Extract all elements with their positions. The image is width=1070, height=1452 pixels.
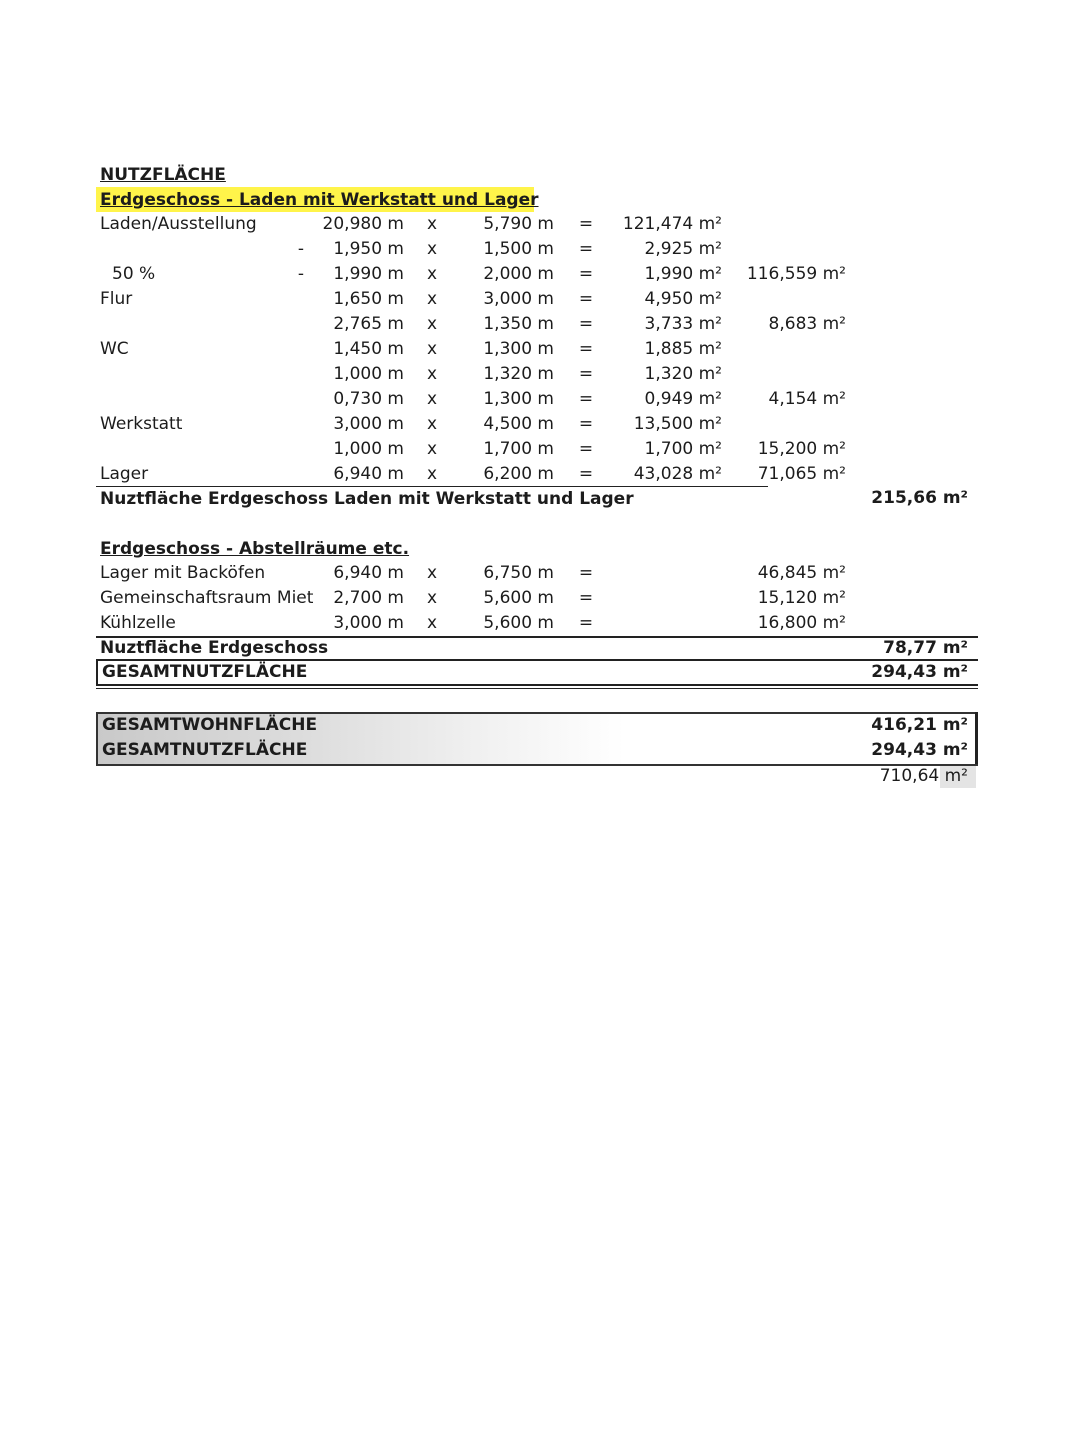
row-width: 6,200 m xyxy=(483,464,554,484)
equals-symbol: = xyxy=(578,289,594,309)
times-symbol: x xyxy=(426,364,438,384)
row-width: 1,350 m xyxy=(483,314,554,334)
row-area: 1,885 m² xyxy=(644,339,722,359)
row-width: 2,000 m xyxy=(483,264,554,284)
row-width: 5,600 m xyxy=(483,613,554,633)
row-length: 2,765 m xyxy=(333,314,404,334)
row-label: Lager xyxy=(100,464,149,484)
row-width: 1,320 m xyxy=(483,364,554,384)
divider xyxy=(96,688,978,689)
row-length: 1,000 m xyxy=(333,439,404,459)
row-length: 2,700 m xyxy=(333,588,404,608)
row-width: 1,300 m xyxy=(483,339,554,359)
times-symbol: x xyxy=(426,389,438,409)
equals-symbol: = xyxy=(578,314,594,334)
row-length: 0,730 m xyxy=(333,389,404,409)
times-symbol: x xyxy=(426,314,438,334)
times-symbol: x xyxy=(426,239,438,259)
equals-symbol: = xyxy=(578,339,594,359)
row-area: 121,474 m² xyxy=(622,214,722,234)
row-subtotal: 15,120 m² xyxy=(757,588,846,608)
row-subtotal: 8,683 m² xyxy=(768,314,846,334)
divider xyxy=(96,684,978,686)
row-sign: - xyxy=(297,264,305,284)
equals-symbol: = xyxy=(578,264,594,284)
times-symbol: x xyxy=(426,414,438,434)
row-width: 1,500 m xyxy=(483,239,554,259)
row-length: 1,950 m xyxy=(333,239,404,259)
divider xyxy=(975,712,978,764)
divider xyxy=(96,659,98,685)
section1-total-label: Nuztfläche Erdgeschoss Laden mit Werkstatt und Lager xyxy=(100,489,634,509)
row-length: 6,940 m xyxy=(333,563,404,583)
row-subtotal: 16,800 m² xyxy=(757,613,846,633)
section2-total-value: 78,77 m² xyxy=(883,638,968,658)
times-symbol: x xyxy=(426,339,438,359)
times-symbol: x xyxy=(426,289,438,309)
row-length: 3,000 m xyxy=(333,613,404,633)
row-subtotal: 15,200 m² xyxy=(757,439,846,459)
row-area: 1,990 m² xyxy=(644,264,722,284)
row-subtotal: 116,559 m² xyxy=(746,264,846,284)
row-label: Kühlzelle xyxy=(100,613,176,633)
row-label: Laden/Ausstellung xyxy=(100,214,257,234)
row-area: 2,925 m² xyxy=(644,239,722,259)
row-width: 3,000 m xyxy=(483,289,554,309)
row-area: 13,500 m² xyxy=(633,414,722,434)
equals-symbol: = xyxy=(578,464,594,484)
equals-symbol: = xyxy=(578,239,594,259)
times-symbol: x xyxy=(426,563,438,583)
equals-symbol: = xyxy=(578,563,594,583)
times-symbol: x xyxy=(426,464,438,484)
row-length: 1,450 m xyxy=(333,339,404,359)
row-length: 1,650 m xyxy=(333,289,404,309)
times-symbol: x xyxy=(426,214,438,234)
section2-heading: Erdgeschoss - Abstellräume etc. xyxy=(100,539,410,559)
equals-symbol: = xyxy=(578,389,594,409)
row-length: 3,000 m xyxy=(333,414,404,434)
row-length: 1,990 m xyxy=(333,264,404,284)
row-label: WC xyxy=(100,339,129,359)
summary-nutz-label: GESAMTNUTZFLÄCHE xyxy=(102,740,308,760)
equals-symbol: = xyxy=(578,439,594,459)
row-area: 1,700 m² xyxy=(644,439,722,459)
row-label: Gemeinschaftsraum Miet xyxy=(100,588,314,608)
equals-symbol: = xyxy=(578,588,594,608)
row-width: 5,600 m xyxy=(483,588,554,608)
row-area: 0,949 m² xyxy=(644,389,722,409)
row-subtotal: 4,154 m² xyxy=(768,389,846,409)
row-subtotal: 46,845 m² xyxy=(757,563,846,583)
summary-sum-value: 710,64 m² xyxy=(879,766,968,786)
equals-symbol: = xyxy=(578,364,594,384)
row-label: Lager mit Backöfen xyxy=(100,563,266,583)
summary-wohn-value: 416,21 m² xyxy=(871,715,968,735)
times-symbol: x xyxy=(426,439,438,459)
row-length: 1,000 m xyxy=(333,364,404,384)
row-area: 1,320 m² xyxy=(644,364,722,384)
row-area: 3,733 m² xyxy=(644,314,722,334)
row-width: 1,700 m xyxy=(483,439,554,459)
row-area: 4,950 m² xyxy=(644,289,722,309)
row-subtotal: 71,065 m² xyxy=(757,464,846,484)
equals-symbol: = xyxy=(578,613,594,633)
summary-wohn-label: GESAMTWOHNFLÄCHE xyxy=(102,715,318,735)
section2-total-label: Nuztfläche Erdgeschoss xyxy=(100,638,329,658)
row-sign: - xyxy=(297,239,305,259)
times-symbol: x xyxy=(426,588,438,608)
section1-heading: Erdgeschoss - Laden mit Werkstatt und Lager xyxy=(100,190,539,210)
equals-symbol: = xyxy=(578,414,594,434)
row-width: 5,790 m xyxy=(483,214,554,234)
row-label: Flur xyxy=(100,289,133,309)
divider xyxy=(96,486,768,487)
grand-total-label: GESAMTNUTZFLÄCHE xyxy=(102,662,308,682)
equals-symbol: = xyxy=(578,214,594,234)
times-symbol: x xyxy=(426,264,438,284)
row-width: 4,500 m xyxy=(483,414,554,434)
summary-nutz-value: 294,43 m² xyxy=(871,740,968,760)
times-symbol: x xyxy=(426,613,438,633)
row-width: 1,300 m xyxy=(483,389,554,409)
row-length: 20,980 m xyxy=(322,214,404,234)
section1-total-value: 215,66 m² xyxy=(871,488,968,508)
row-length: 6,940 m xyxy=(333,464,404,484)
grand-total-value: 294,43 m² xyxy=(871,662,968,682)
row-label: 50 % xyxy=(112,264,156,284)
row-area: 43,028 m² xyxy=(633,464,722,484)
row-width: 6,750 m xyxy=(483,563,554,583)
section-title: NUTZFLÄCHE xyxy=(100,165,226,185)
row-label: Werkstatt xyxy=(100,414,183,434)
